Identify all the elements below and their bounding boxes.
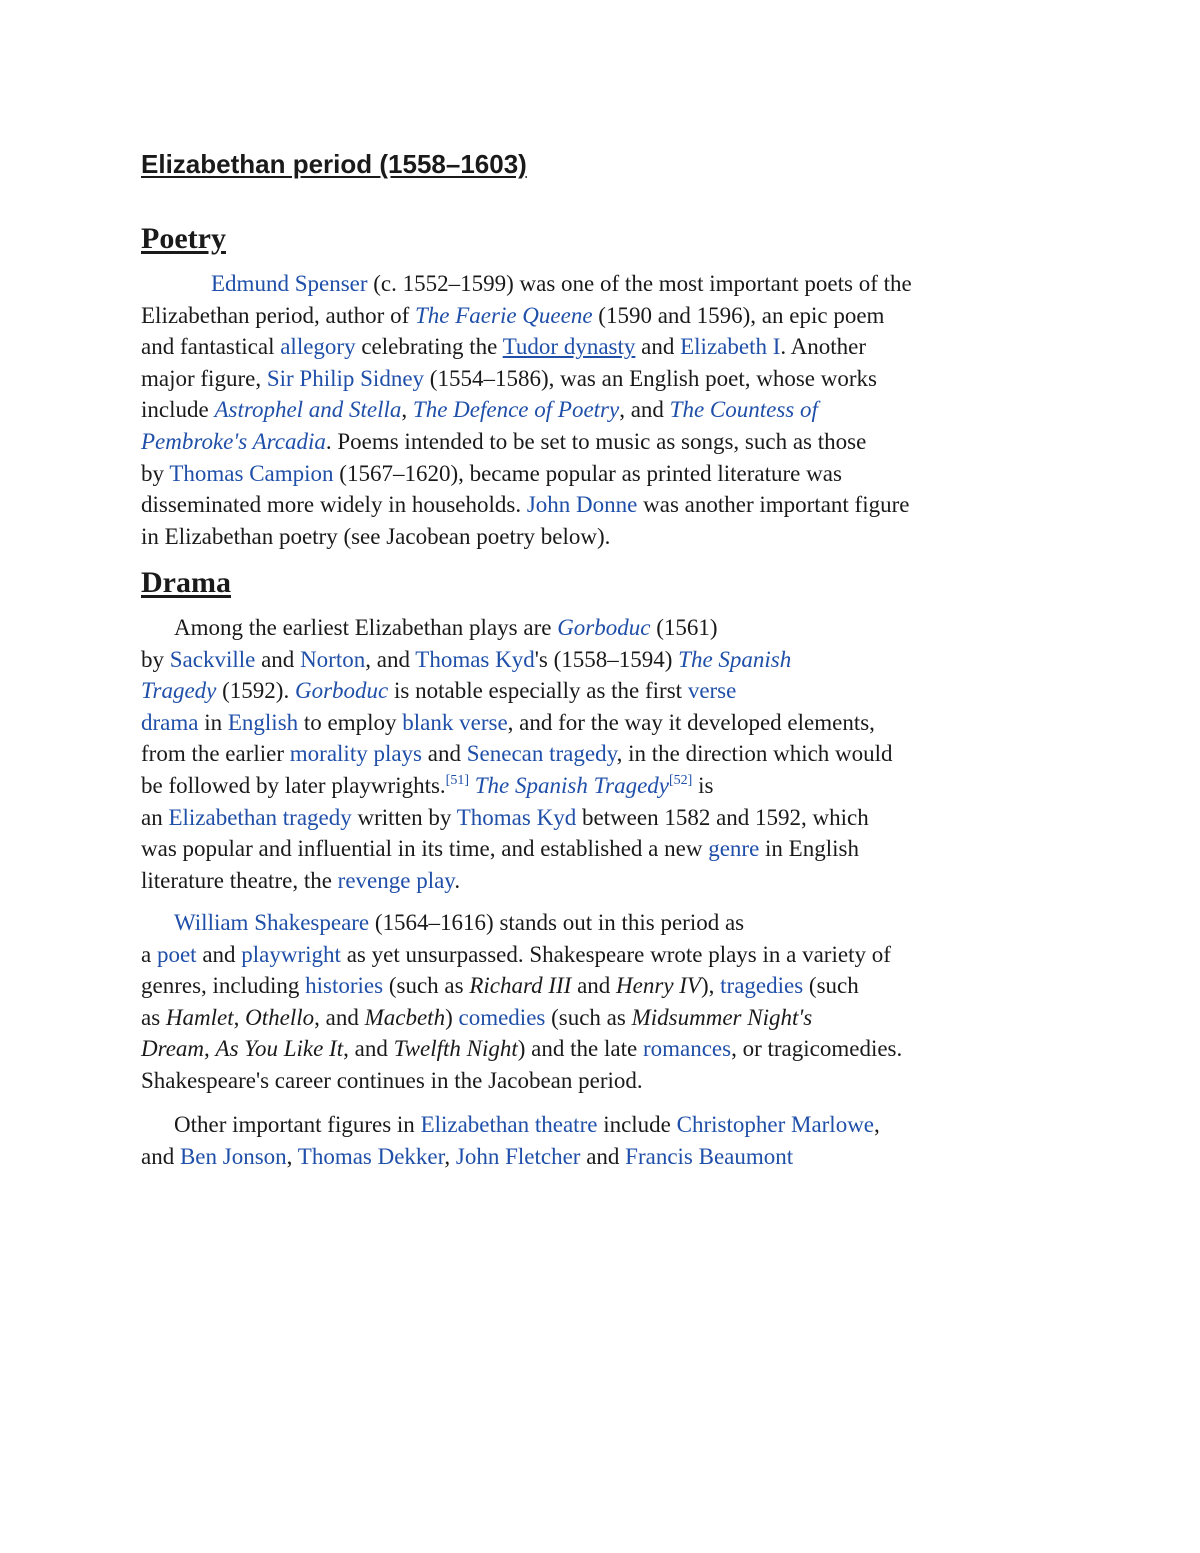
page-title: Elizabethan period (1558–1603) — [141, 149, 527, 179]
text: (1590 and 1596), an epic poem — [592, 302, 885, 328]
line — [141, 939, 1071, 971]
link-morality-plays[interactable]: morality plays — [289, 741, 423, 767]
link-christopher-marlowe[interactable]: Christopher Marlowe — [676, 1112, 875, 1137]
line — [141, 363, 1071, 395]
line — [141, 612, 1071, 644]
text: Elizabethan period, author of — [141, 302, 415, 328]
link-revenge-play[interactable]: revenge play — [337, 867, 455, 893]
text: Other important figures in — [174, 1112, 421, 1137]
link-romances[interactable]: romances — [642, 1036, 732, 1062]
link-thomas-dekker[interactable]: Thomas Dekker — [297, 1143, 445, 1169]
link-philip-sidney[interactable]: Sir Philip Sidney — [266, 365, 425, 391]
link-drama[interactable]: drama — [141, 709, 199, 735]
link-sackville[interactable]: Sackville — [169, 646, 256, 672]
line — [141, 907, 1071, 939]
text: and — [422, 741, 467, 767]
link-genre[interactable]: genre — [708, 836, 760, 862]
link-verse[interactable]: verse — [687, 678, 737, 704]
line — [141, 394, 1071, 426]
italic-title: Hamlet — [165, 1004, 234, 1030]
italic-title: Henry IV — [616, 973, 701, 999]
italic-title: Othello — [245, 1004, 315, 1030]
line — [141, 675, 1071, 707]
link-playwright[interactable]: playwright — [241, 941, 341, 967]
line — [141, 268, 1071, 300]
line — [141, 1065, 1071, 1097]
italic-title: The Faerie Queene — [414, 302, 593, 328]
line — [141, 738, 1071, 770]
text: disseminated more widely in households. — [141, 492, 527, 518]
italic-title: Dream — [141, 1036, 205, 1062]
link-ben-jonson[interactable]: Ben Jonson — [179, 1143, 287, 1169]
link-arcadia[interactable] — [141, 429, 326, 454]
text: , and — [365, 646, 416, 672]
heading-drama: Drama — [141, 566, 231, 599]
text: , — [286, 1143, 298, 1169]
link-thomas-campion[interactable]: Thomas Campion — [169, 460, 334, 486]
link-senecan-tragedy[interactable]: Senecan tragedy — [466, 741, 617, 767]
text: (such as — [383, 973, 470, 999]
link-william-shakespeare[interactable]: William Shakespeare — [174, 910, 370, 935]
text: , and — [314, 1004, 365, 1030]
text: (c. 1552–1599) was one of the most important poets of the — [367, 271, 912, 296]
italic-title: Gorboduc — [294, 678, 389, 704]
text: , in the direction which would — [616, 741, 893, 767]
text: and — [141, 1143, 180, 1169]
text: is notable especially as the first — [388, 678, 688, 704]
line — [141, 707, 1071, 739]
citation-52[interactable]: [52] — [668, 772, 693, 788]
text: and fantastical — [141, 334, 281, 360]
text: , — [401, 397, 413, 423]
text: by — [141, 646, 170, 672]
drama-paragraph-1 — [141, 612, 1071, 896]
italic-title: Astrophel and Stella — [214, 397, 402, 423]
text: (1561) — [650, 615, 718, 640]
italic-title: Gorboduc — [557, 615, 651, 640]
text: be followed by later playwrights. — [141, 772, 446, 798]
line — [141, 489, 1071, 521]
text: and — [255, 646, 301, 672]
italic-title: The Defence of Poetry — [412, 397, 620, 423]
text: written by — [351, 804, 457, 830]
line — [141, 331, 1071, 363]
text: (such as — [545, 1004, 632, 1030]
line — [141, 300, 1071, 332]
text: . Another — [780, 334, 866, 360]
italic-title: Twelfth Night — [393, 1036, 518, 1062]
line — [141, 426, 1071, 458]
text: a — [141, 941, 157, 967]
text: ), — [700, 973, 721, 999]
text: in English — [759, 836, 859, 862]
italic-title: Midsummer Night's — [631, 1004, 813, 1030]
text: include — [597, 1112, 677, 1137]
text: by — [141, 460, 170, 486]
link-english[interactable]: English — [227, 709, 299, 735]
text: , — [874, 1112, 880, 1137]
link-countess-pembroke[interactable] — [670, 397, 818, 422]
italic-title: As You Like It — [215, 1036, 344, 1062]
link-spanish-tragedy[interactable] — [678, 647, 791, 672]
line — [141, 1002, 1071, 1034]
text: , and — [619, 397, 670, 423]
text: (1554–1586), was an English poet, whose works — [424, 365, 877, 391]
link-john-fletcher[interactable]: John Fletcher — [455, 1143, 581, 1169]
text: (1567–1620), became popular as printed literature was — [333, 460, 842, 486]
poetry-paragraph — [141, 268, 1071, 552]
text: was another important figure — [637, 492, 910, 518]
link-gorboduc-2[interactable] — [295, 678, 388, 703]
italic-title: Richard III — [469, 973, 572, 999]
link-allegory[interactable]: allegory — [280, 334, 356, 360]
link-tragedies[interactable]: tragedies — [720, 973, 804, 999]
text: include — [141, 397, 215, 423]
link-tudor-dynasty[interactable]: Tudor dynasty — [502, 334, 636, 360]
link-elizabeth-i[interactable]: Elizabeth I — [680, 334, 781, 360]
text: (1592). — [216, 678, 295, 704]
text: , and — [343, 1036, 394, 1062]
link-elizabethan-theatre[interactable]: Elizabethan theatre — [420, 1112, 598, 1137]
text: , or tragicomedies. — [731, 1036, 903, 1062]
text: to employ — [298, 709, 403, 735]
line — [141, 1033, 1071, 1065]
text: and — [635, 334, 681, 360]
italic-title: Macbeth — [364, 1004, 446, 1030]
drama-paragraph-3 — [141, 1109, 1071, 1172]
link-norton[interactable]: Norton — [300, 646, 366, 672]
text: , — [444, 1143, 456, 1169]
text: and — [571, 973, 617, 999]
text: from the earlier — [141, 741, 290, 767]
text: as — [141, 1004, 166, 1030]
text: ) and the late — [517, 1036, 643, 1062]
italic-title: The Spanish — [678, 646, 792, 672]
text: major figure, — [141, 365, 267, 391]
text: . — [454, 867, 461, 893]
line — [141, 833, 1071, 865]
text: genres, including — [141, 973, 306, 999]
line — [141, 1141, 1071, 1173]
text: was popular and influential in its time, and established a new — [141, 836, 709, 862]
line — [141, 802, 1071, 834]
link-astrophel-stella[interactable] — [214, 397, 401, 422]
text: Among the earliest Elizabethan plays are — [174, 615, 558, 640]
text: Shakespeare's career continues in the Jacobean period. — [141, 1067, 643, 1093]
link-thomas-kyd-2[interactable]: Thomas Kyd — [456, 804, 577, 830]
link-faerie-queene[interactable] — [415, 303, 593, 328]
line — [141, 970, 1071, 1002]
link-thomas-kyd[interactable]: Thomas Kyd — [415, 646, 535, 672]
link-edmund-spenser[interactable]: Edmund Spenser — [211, 271, 368, 296]
link-histories[interactable]: histories — [305, 973, 384, 999]
line — [141, 770, 1071, 802]
drama-paragraph-2 — [141, 907, 1071, 1097]
link-defence-of-poetry[interactable] — [413, 397, 619, 422]
link-comedies[interactable]: comedies — [458, 1004, 546, 1030]
text: (1564–1616) stands out in this period as — [369, 910, 745, 935]
italic-title: The Countess of — [669, 397, 818, 423]
text: literature theatre, the — [141, 867, 338, 893]
text: , — [204, 1036, 216, 1062]
line — [141, 521, 1071, 553]
line — [141, 1109, 1071, 1141]
text: is — [692, 772, 714, 798]
italic-title: Pembroke's Arcadia — [141, 428, 326, 454]
line — [141, 644, 1071, 676]
text: between 1582 and 1592, which — [576, 804, 869, 830]
text: (such — [803, 973, 859, 999]
text: celebrating the — [355, 334, 503, 360]
text: in Elizabethan poetry (see Jacobean poetry below). — [141, 523, 611, 549]
link-gorboduc[interactable] — [557, 615, 650, 640]
text: in — [198, 709, 228, 735]
link-spanish-tragedy-2[interactable] — [475, 773, 669, 798]
link-francis-beaumont[interactable]: Francis Beaumont — [625, 1143, 794, 1169]
italic-title: The Spanish Tragedy — [474, 772, 669, 798]
text: , and for the way it developed elements, — [507, 709, 875, 735]
text: . Poems intended to be set to music as songs, such as those — [325, 428, 867, 454]
text: as yet unsurpassed. Shakespeare wrote plays in a variety of — [340, 941, 891, 967]
text: 's (1558–1594) — [534, 646, 679, 672]
text: , — [233, 1004, 246, 1030]
link-poet[interactable]: poet — [156, 941, 197, 967]
link-blank-verse[interactable]: blank verse — [402, 709, 508, 735]
line — [141, 865, 1071, 897]
line — [141, 458, 1071, 490]
link-john-donne[interactable]: John Donne — [526, 492, 638, 518]
text: an — [141, 804, 169, 830]
text: ) — [445, 1004, 459, 1030]
text: and — [580, 1143, 626, 1169]
link-elizabethan-tragedy[interactable]: Elizabethan tragedy — [168, 804, 352, 830]
italic-title: Tragedy — [141, 678, 217, 704]
citation-51[interactable]: [51] — [445, 772, 469, 788]
text: and — [196, 941, 242, 967]
link-spanish-tragedy-cont[interactable] — [141, 678, 216, 703]
heading-poetry: Poetry — [141, 222, 226, 255]
